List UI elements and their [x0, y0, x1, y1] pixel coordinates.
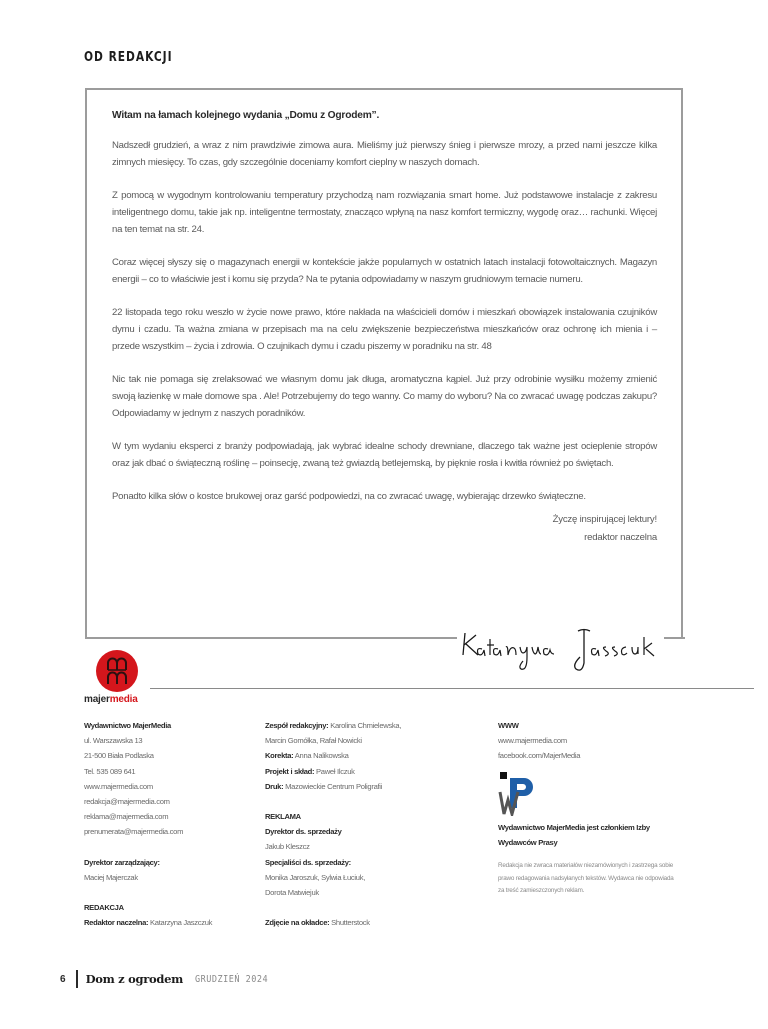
proofreading: Anna Nalikowska — [294, 751, 349, 761]
closing-role: redaktor naczelna — [584, 532, 657, 543]
website-link[interactable]: www.majermedia.com — [84, 781, 153, 791]
sales-director-label: Dyrektor ds. sprzedaży — [265, 827, 342, 837]
logo-wordmark: majermedia — [84, 694, 138, 705]
ads-label: REKLAMA — [265, 812, 301, 822]
editorial-paragraph: W tym wydaniu eksperci z branży podpowiadają, jak wybrać idealne schody drewniane, dlaczego tak ważne jest ocieplenie stropów oraz jak dbać o świąteczną roślinę – poinsecję, zwaną też gwiazdą betlejemską, by pięknie rosła i kwitła również po świętach. — [112, 441, 657, 469]
editorial-paragraph: Nic tak nie pomaga się zrelaksować we własnym domu jak długa, aromatyczna kąpiel. Już przy odrobinie wysiłku możemy zmienić swoją łazienkę w małe domowe spa . Ale! Potrzebujemy do tego wanny. Co mamy do wyboru? Na co zwracać uwagę podczas zakupu? Odpowiadamy w jednym z naszych poradników. — [112, 374, 657, 419]
spacer — [84, 885, 259, 900]
print-row — [265, 779, 465, 794]
sales-specialists-label: Specjaliści ds. sprzedaży: — [265, 857, 351, 867]
izba-wydawcow-prasy-logo — [498, 772, 538, 816]
disclaimer: Redakcja nie zwraca materiałów niezamówionych i zastrzega sobie prawo redagowania nadsyłanych tekstów. Wydawca nie odpowiada za treść zamieszczonych reklam. — [498, 862, 674, 895]
magazine-name: Dom z ogrodem — [85, 972, 183, 986]
phone: Tel. 535 089 641 — [84, 766, 136, 776]
address-line: ul. Warszawska 13 — [84, 736, 143, 746]
editor-in-chief: Katarzyna Jaszczuk — [150, 918, 213, 928]
design-row — [265, 764, 465, 779]
editor-in-chief-label: Redaktor naczelna: — [84, 918, 149, 928]
address-line: 21-500 Biała Podlaska — [84, 751, 154, 761]
logo-circle — [96, 650, 138, 692]
spacer — [265, 794, 465, 809]
team-members-cont: Marcin Gomółka, Rafał Nowicki — [265, 736, 362, 746]
print-label: Druk: — [265, 781, 284, 791]
editorial-paragraph: Coraz więcej słyszy się o magazynach energii w kontekście jakże popularnych w ostatnich latach instalacji fotowoltaicznych. Magazyn energii – co to właściwie jest i komu się przyda? Na te pytania odpowiadamy w naszym grudniowym temacie numeru. — [112, 257, 657, 285]
email-reklama-link[interactable]: reklama@majermedia.com — [84, 812, 169, 822]
managing-director-label: Dyrektor zarządzający: — [84, 857, 160, 867]
email-redakcja-link[interactable]: redakcja@majermedia.com — [84, 797, 170, 807]
cover-photo-row — [265, 915, 465, 930]
spacer — [84, 840, 259, 855]
imprint-column-publisher — [84, 718, 259, 930]
editorial-greeting: Witam na łamach kolejnego wydania „Domu z Ogrodem”. — [112, 110, 380, 121]
publisher-name: Wydawnictwo MajerMedia — [84, 721, 171, 730]
closing-wish: Życzę inspirującej lektury! — [552, 514, 657, 525]
mm-monogram-icon — [96, 650, 138, 692]
team-label: Zespół redakcyjny: — [265, 721, 329, 730]
team-row — [265, 718, 465, 733]
membership-note: Wydawnictwo MajerMedia jest członkiem Izby Wydawców Prasy — [498, 822, 650, 847]
editorial-paragraph: 22 listopada tego roku weszło w życie nowe prawo, które nakłada na właścicieli domów i mieszkań obowiązek instalowania czujników dymu i czadu. Ta ważna zmiana w przepisach ma na celu zwiększenie bezpieczeństwa mieszkańców oraz ochronę ich mienia i – przede wszystkim – życia i zdrowia. O czujnikach dymu i czadu piszemy w poradniku na str. 48 — [112, 307, 657, 352]
editorial-closing — [553, 511, 657, 547]
spacer — [265, 900, 465, 915]
editorial-paragraph: Nadszedł grudzień, a wraz z nim prawdziwie zimowa aura. Mieliśmy już pierwszy śnieg i pierwsze mrozy, a przed nami jeszcze kilka zimnych miesięcy. To czas, gdy szczególnie doceniamy komfort cieplny w naszych domach. — [112, 140, 657, 168]
sales-specialists-cont: Dorota Matwiejuk — [265, 888, 319, 898]
team-members: Karolina Chmielewska, — [330, 721, 402, 730]
redakcja-label: REDAKCJA — [84, 903, 124, 913]
proofreading-row — [265, 748, 465, 763]
editorial-paragraph: Z pomocą w wygodnym kontrolowaniu temperatury przychodzą nam rozwiązania smart home. Już podstawowe instalacje z zakresu inteligentnego domu, takie jak np. inteligentne termostaty, znacząco wpłyną na nasz komfort termiczny, wygodę oraz… rachunki. Więcej na ten temat na str. 24. — [112, 190, 657, 235]
proofreading-label: Korekta: — [265, 751, 294, 761]
managing-director: Maciej Majerczak — [84, 872, 138, 882]
majermedia-logo — [84, 650, 154, 710]
box-border-bottom-right — [664, 637, 685, 639]
sales-director: Jakub Kleszcz — [265, 842, 310, 852]
signature-handwriting-icon — [460, 625, 665, 677]
imprint-column-team — [265, 718, 465, 930]
page-footer — [60, 970, 281, 988]
issue-date: GRUDZIEŃ 2024 — [194, 973, 269, 985]
divider-rule — [150, 688, 754, 689]
ipw-logo-icon — [498, 772, 538, 816]
design: Paweł Ilczuk — [316, 766, 355, 776]
www-label: WWW — [498, 721, 519, 730]
footer-divider — [76, 970, 78, 988]
editor-in-chief-row — [84, 915, 259, 930]
section-header: OD REDAKCJI — [84, 50, 173, 65]
signature — [460, 625, 665, 677]
box-border-bottom-left — [85, 637, 457, 639]
website-link[interactable]: www.majermedia.com — [498, 736, 567, 746]
email-prenumerata-link[interactable]: prenumerata@majermedia.com — [84, 827, 184, 837]
editorial-content — [112, 110, 657, 543]
design-label: Projekt i skład: — [265, 766, 315, 776]
cover-photo-label: Zdjęcie na okładce: — [265, 918, 330, 928]
page-number: 6 — [60, 973, 66, 985]
sales-specialists: Monika Jaroszuk, Sylwia Łuciuk, — [265, 872, 366, 882]
facebook-link[interactable]: facebook.com/MajerMedia — [498, 751, 581, 761]
print: Mazowieckie Centrum Poligrafii — [285, 781, 383, 791]
imprint-column-web — [498, 718, 688, 898]
editorial-paragraph: Ponadto kilka słów o kostce brukowej oraz garść podpowiedzi, na co zwracać uwagę, wybierając drzewko świąteczne. — [112, 491, 586, 502]
cover-photo: Shutterstock — [331, 918, 370, 928]
